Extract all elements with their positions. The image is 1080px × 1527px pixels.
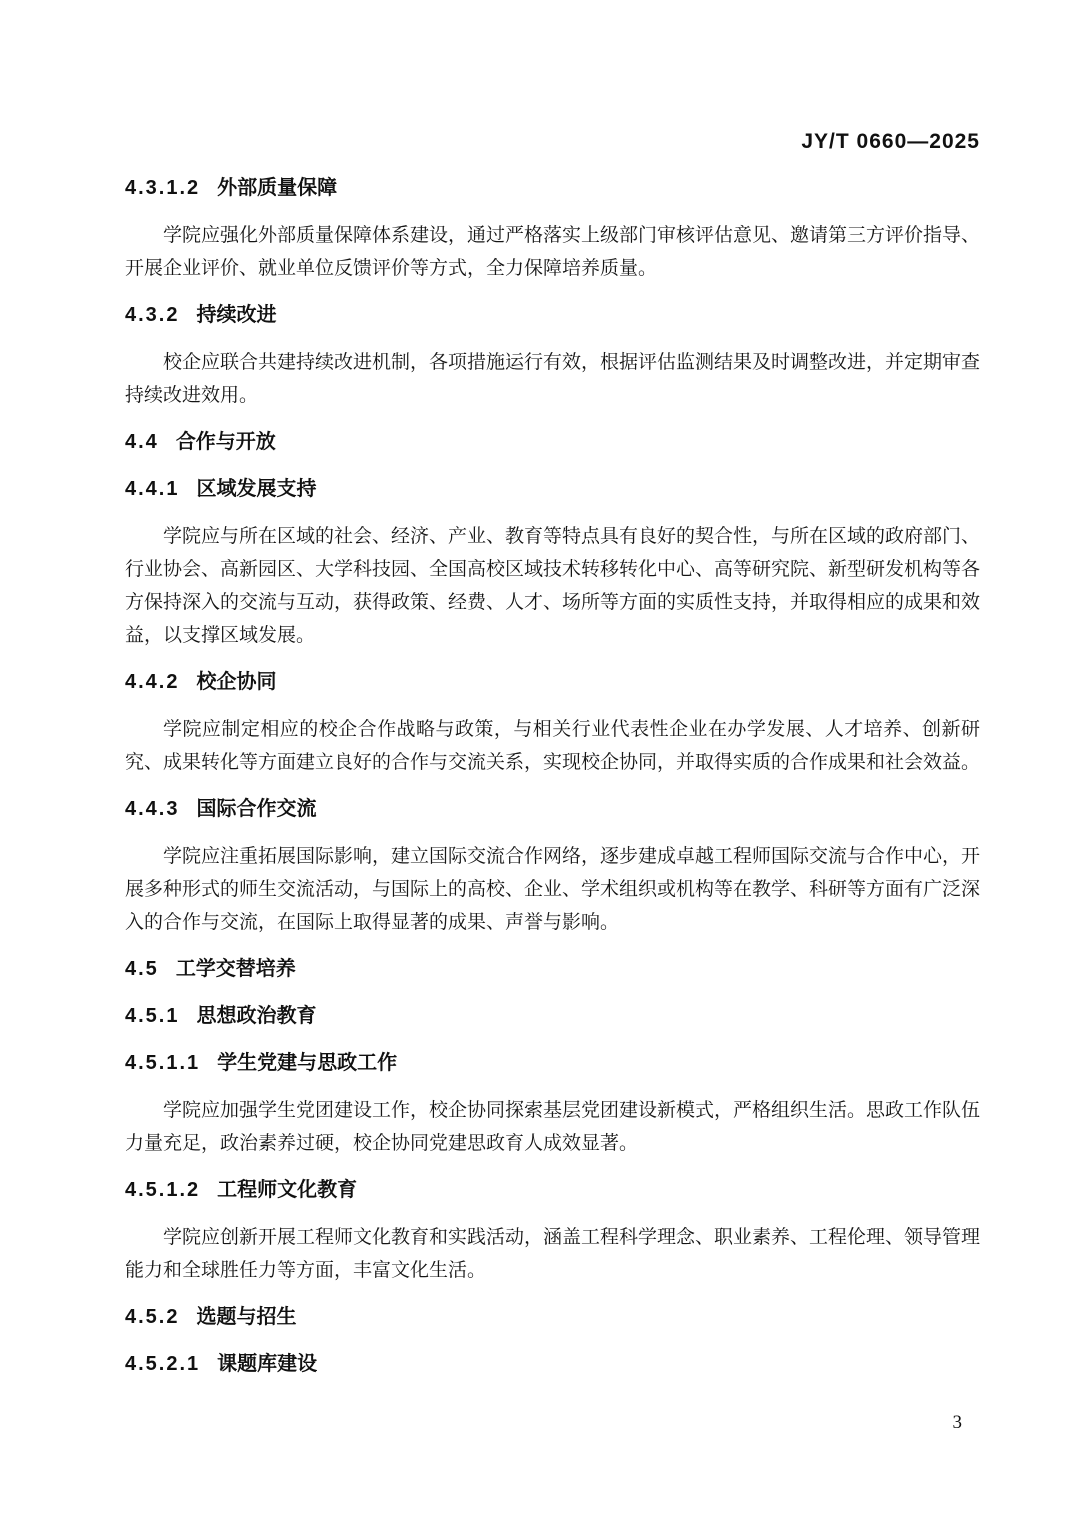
heading-4-4-3: [125, 793, 980, 826]
clause-number: 4.5: [125, 958, 159, 980]
heading-4-4-1: [125, 473, 980, 506]
clause-number: 4.5.1.1: [125, 1052, 201, 1074]
heading-4-5-1: [125, 1000, 980, 1033]
clause-number: 4.4: [125, 431, 159, 453]
page-number: 3: [952, 1412, 962, 1433]
clause-title: 课题库建设: [217, 1353, 318, 1375]
clause-paragraph: 学院应强化外部质量保障体系建设，通过严格落实上级部门审核评估意见、邀请第三方评价指导、开展企业评价、就业单位反馈评价等方式，全力保障培养质量。: [125, 225, 981, 279]
heading-4-5-1-1: [125, 1047, 980, 1080]
document-body: [125, 172, 980, 1395]
heading-4-4-2: [125, 666, 980, 699]
clause-paragraph: 学院应注重拓展国际影响，建立国际交流合作网络，逐步建成卓越工程师国际交流与合作中心，开展多种形式的师生交流活动，与国际上的高校、企业、学术组织或机构等在教学、科研等方面有广泛深入的合作与交流，在国际上取得显著的成果、声誉与影响。: [125, 846, 981, 933]
clause-number: 4.4.1: [125, 478, 180, 500]
clause-title: 工学交替培养: [175, 958, 296, 980]
heading-4-3-2: [125, 299, 980, 332]
clause-title: 学生党建与思政工作: [217, 1052, 398, 1074]
clause-paragraph: 学院应与所在区域的社会、经济、产业、教育等特点具有良好的契合性，与所在区域的政府部门、行业协会、高新园区、大学科技园、全国高校区域技术转移转化中心、高等研究院、新型研发机构等各方保持深入的交流与互动，获得政策、经费、人才、场所等方面的实质性支持，并取得相应的成果和效益，以支撑区域发展。: [125, 526, 981, 646]
clause-paragraph: 学院应创新开展工程师文化教育和实践活动，涵盖工程科学理念、职业素养、工程伦理、领导管理能力和全球胜任力等方面，丰富文化生活。: [125, 1227, 981, 1281]
clause-paragraph: 校企应联合共建持续改进机制，各项措施运行有效，根据评估监测结果及时调整改进，并定期审查持续改进效用。: [125, 352, 981, 406]
clause-title: 工程师文化教育: [217, 1179, 358, 1201]
clause-title: 校企协同: [196, 671, 277, 693]
clause-number: 4.4.3: [125, 798, 180, 820]
clause-title: 国际合作交流: [196, 798, 317, 820]
clause-title: 合作与开放: [175, 431, 276, 453]
clause-title: 选题与招生: [196, 1306, 297, 1328]
clause-title: 持续改进: [196, 304, 277, 326]
clause-title: 外部质量保障: [217, 177, 338, 199]
clause-number: 4.3.2: [125, 304, 180, 326]
heading-4-5-1-2: [125, 1174, 980, 1207]
clause-paragraph: 学院应加强学生党团建设工作，校企协同探索基层党团建设新模式，严格组织生活。思政工作队伍力量充足，政治素养过硬，校企协同党建思政育人成效显著。: [125, 1100, 981, 1154]
heading-4-5-2: [125, 1301, 980, 1334]
clause-title: 思想政治教育: [196, 1005, 317, 1027]
clause-number: 4.3.1.2: [125, 177, 201, 199]
standard-code-header: JY/T 0660—2025: [801, 130, 980, 153]
clause-paragraph: 学院应制定相应的校企合作战略与政策，与相关行业代表性企业在办学发展、人才培养、创新研究、成果转化等方面建立良好的合作与交流关系，实现校企协同，并取得实质的合作成果和社会效益。: [125, 719, 981, 773]
heading-4-4: [125, 426, 980, 459]
clause-title: 区域发展支持: [196, 478, 317, 500]
clause-number: 4.5.2: [125, 1306, 180, 1328]
clause-number: 4.4.2: [125, 671, 180, 693]
clause-number: 4.5.2.1: [125, 1353, 201, 1375]
heading-4-5-2-1: [125, 1348, 980, 1381]
clause-number: 4.5.1.2: [125, 1179, 201, 1201]
clause-number: 4.5.1: [125, 1005, 180, 1027]
heading-4-3-1-2: [125, 172, 980, 205]
heading-4-5: [125, 953, 980, 986]
